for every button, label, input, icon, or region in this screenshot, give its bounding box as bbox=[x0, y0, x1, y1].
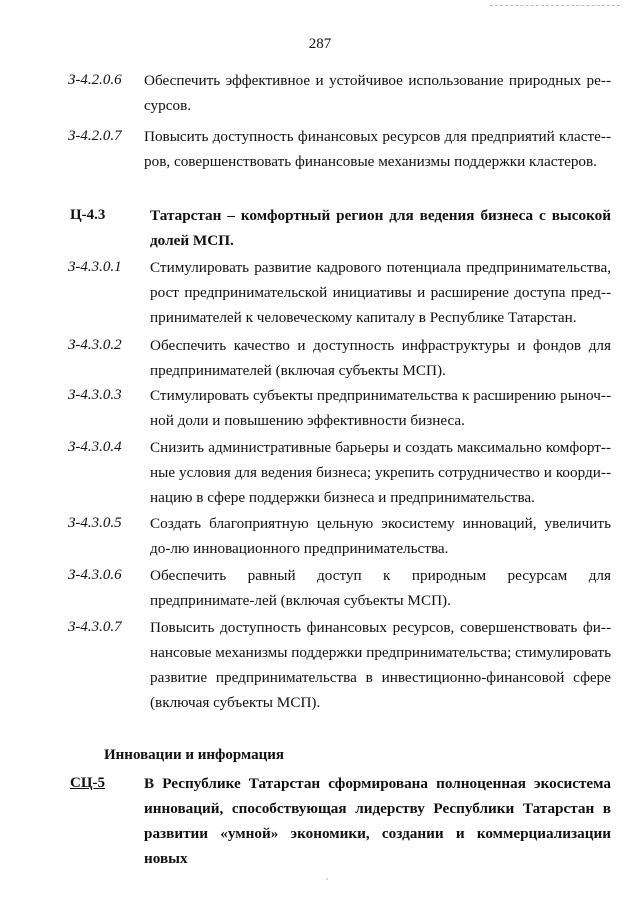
section-heading: Инновации и информация bbox=[104, 747, 285, 763]
task-code: З-4.3.0.3 bbox=[68, 387, 122, 403]
task-code: З-4.3.0.7 bbox=[68, 619, 122, 635]
page-number: 287 bbox=[308, 36, 332, 52]
task-code: З-4.2.0.6 bbox=[68, 72, 122, 88]
task-code: З-4.2.0.7 bbox=[68, 128, 122, 144]
task-text: Стимулировать субъекты предпринимательства к расширению рыноч-ной доли и повышению эффективности бизнеса. bbox=[150, 387, 611, 429]
scan-speck bbox=[326, 878, 328, 880]
goal-text: Татарстан – комфортный регион для ведения бизнеса с высокой долей МСП. bbox=[150, 207, 611, 249]
strategic-goal-text: В Республике Татарстан сформирована полноценная экосистема инноваций, способствующая лидерству Республики Татарстан в развитии «умной» экономики, создании и коммерциализации новых bbox=[144, 775, 611, 867]
task-text: Повысить доступность финансовых ресурсов, совершенствовать фи-нансовые механизмы поддержки предпринимательства; стимулировать развитие предпринимательства в инвестиционно-финансовой сфере (включая субъекты МСП). bbox=[150, 619, 611, 711]
task-code: З-4.3.0.6 bbox=[68, 567, 122, 583]
task-text: Обеспечить эффективное и устойчивое использование природных ре-сурсов. bbox=[144, 72, 611, 114]
task-text: Обеспечить равный доступ к природным ресурсам для предпринимате-лей (включая субъекты МСП). bbox=[150, 567, 611, 609]
task-text: Снизить административные барьеры и создать максимально комфорт-ные условия для ведения бизнеса; укрепить сотрудничество и коорди-нацию в сфере поддержки бизнеса и предпринимательства. bbox=[150, 439, 611, 506]
task-code: З-4.3.0.2 bbox=[68, 337, 122, 353]
scan-edge-mark bbox=[490, 5, 620, 7]
task-text: Создать благоприятную цельную экосистему инноваций, увеличить до-лю инновационного предпринимательства. bbox=[150, 515, 611, 557]
task-text: Стимулировать развитие кадрового потенциала предпринимательства, рост предпринимательской инициативы и расширение доступа пред-принимателей к человеческому капиталу в Республике Татарстан. bbox=[150, 259, 611, 326]
task-text: Обеспечить качество и доступность инфраструктуры и фондов для предпринимателей (включая субъекты МСП). bbox=[150, 337, 611, 379]
task-code: З-4.3.0.5 bbox=[68, 515, 122, 531]
task-code: З-4.3.0.1 bbox=[68, 259, 122, 275]
strategic-goal-code: СЦ-5 bbox=[70, 775, 105, 791]
task-text: Повысить доступность финансовых ресурсов для предприятий класте-ров, совершенствовать финансовые механизмы поддержки кластеров. bbox=[144, 128, 611, 170]
goal-code: Ц-4.3 bbox=[70, 207, 106, 223]
task-code: З-4.3.0.4 bbox=[68, 439, 122, 455]
